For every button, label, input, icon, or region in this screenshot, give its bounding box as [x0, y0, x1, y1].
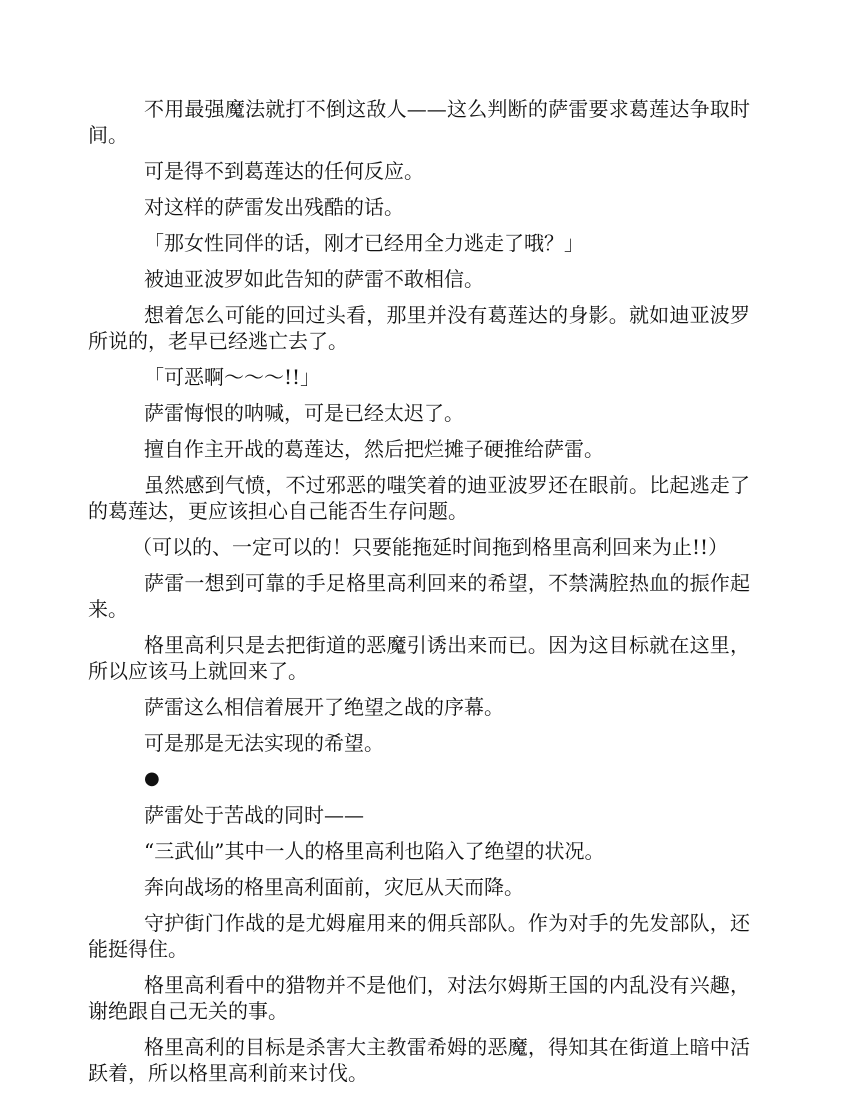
paragraph: 萨雷处于苦战的同时——: [144, 803, 364, 827]
paragraph: 可是得不到葛莲达的任何反应。: [144, 159, 424, 183]
paragraph: 对这样的萨雷发出残酷的话。: [144, 195, 404, 219]
paragraph: 不用最强魔法就打不倒这敌人——这么判断的萨雷要求葛莲达争取时间。: [88, 97, 750, 147]
paragraph: 萨雷悔恨的呐喊，可是已经太迟了。: [144, 401, 464, 425]
dialogue-line: 「那女性同伴的话，刚才已经用全力逃走了哦？」: [144, 231, 584, 255]
paragraph: 想着怎么可能的回过头看，那里并没有葛莲达的身影。就如迪亚波罗所说的，老早已经逃亡去了。: [88, 303, 750, 353]
paragraph: 擅自作主开战的葛莲达，然后把烂摊子硬推给萨雷。: [144, 437, 604, 461]
dialogue-line: 「可恶啊～～～!!」: [144, 365, 321, 389]
paragraph: 萨雷一想到可靠的手足格里高利回来的希望，不禁满腔热血的振作起来。: [88, 571, 750, 621]
paragraph: “三武仙”其中一人的格里高利也陷入了绝望的状况。: [144, 839, 605, 863]
document-page: [88, 96, 750, 1096]
inner-thought: （可以的、一定可以的！只要能拖延时间拖到格里高利回来为止!!）: [132, 535, 729, 559]
paragraph: 萨雷这么相信着展开了绝望之战的序幕。: [144, 695, 504, 719]
paragraph: 格里高利只是去把街道的恶魔引诱出来而已。因为这目标就在这里，所以应该马上就回来了。: [88, 633, 750, 683]
paragraph: 虽然感到气愤，不过邪恶的嗤笑着的迪亚波罗还在眼前。比起逃走了的葛莲达，更应该担心自己能否生存问题。: [88, 473, 750, 523]
paragraph: 格里高利看中的猎物并不是他们，对法尔姆斯王国的内乱没有兴趣，谢绝跟自己无关的事。: [88, 973, 750, 1023]
paragraph: 奔向战场的格里高利面前，灾厄从天而降。: [144, 875, 524, 899]
paragraph: 守护街门作战的是尤姆雇用来的佣兵部队。作为对手的先发部队，还能挺得住。: [88, 911, 750, 961]
scene-break-bullet: ●: [144, 768, 160, 789]
paragraph: 可是那是无法实现的希望。: [144, 731, 384, 755]
paragraph: 格里高利的目标是杀害大主教雷希姆的恶魔，得知其在街道上暗中活跃着，所以格里高利前来讨伐。: [88, 1035, 750, 1085]
paragraph: 被迪亚波罗如此告知的萨雷不敢相信。: [144, 267, 484, 291]
